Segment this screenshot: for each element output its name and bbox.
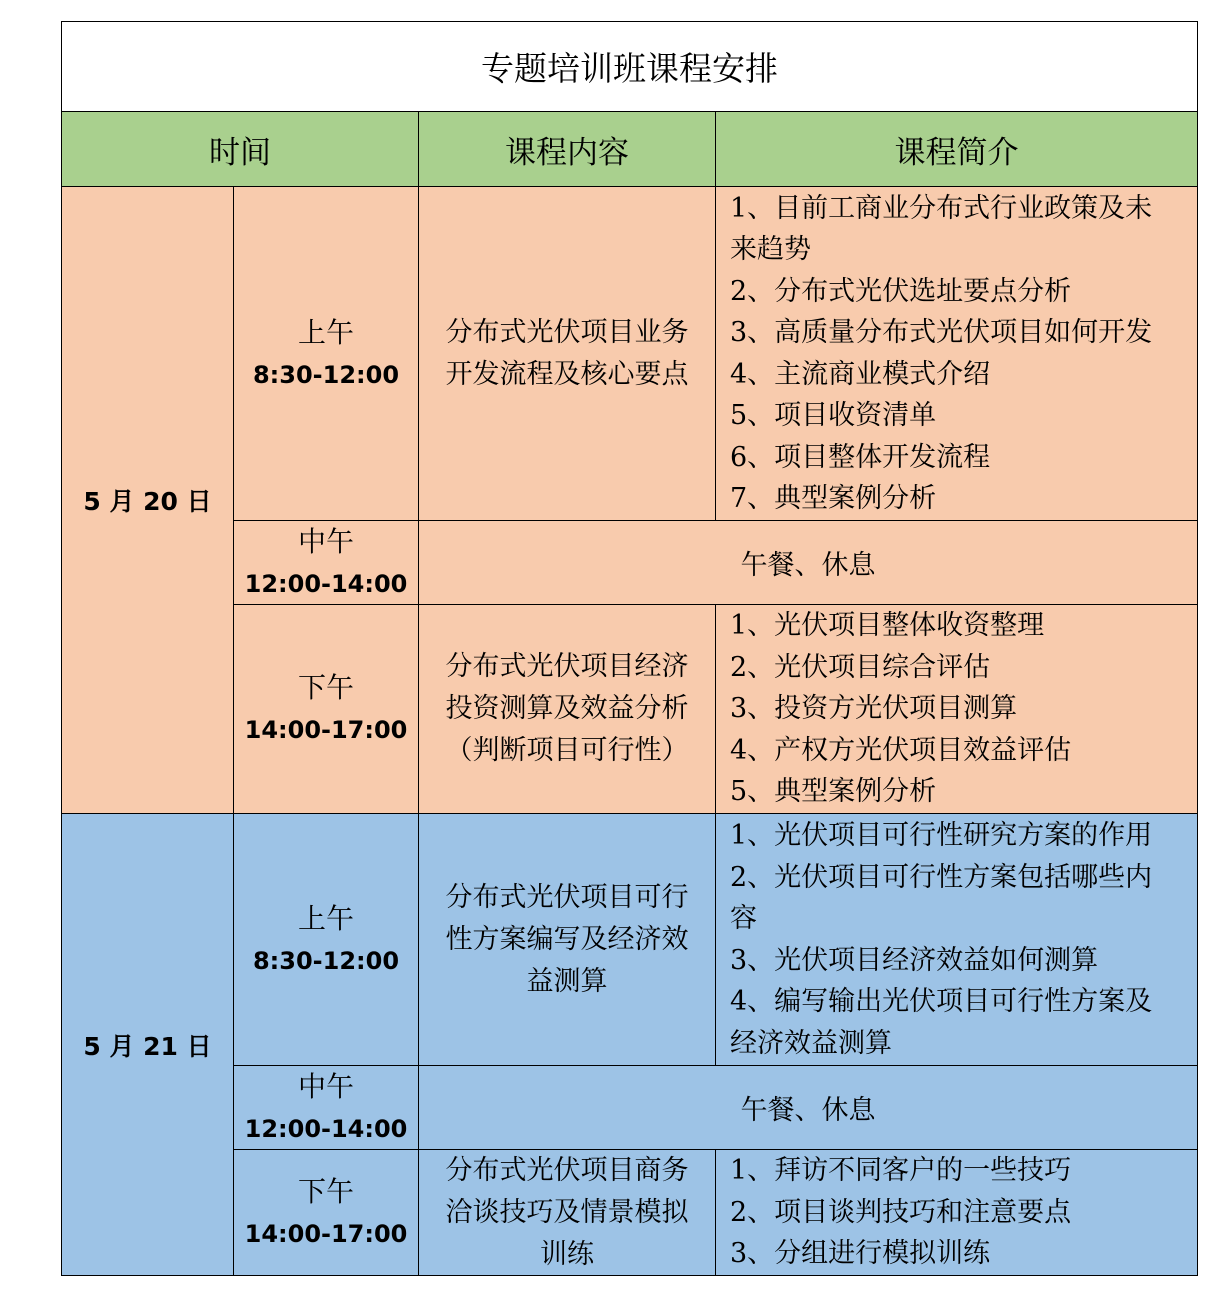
course-topic-cell bbox=[418, 186, 716, 521]
course-intro-line: 2、分布式光伏选址要点分析 bbox=[730, 275, 1072, 307]
course-intro-line: 1、光伏项目整体收资整理 bbox=[730, 610, 1045, 642]
slot-label: 下午 bbox=[297, 1174, 354, 1208]
slot-afternoon-cell bbox=[233, 1149, 419, 1276]
course-intro-line: 1、拜访不同客户的一些技巧 bbox=[730, 1155, 1072, 1187]
header-intro: 课程简介 bbox=[715, 111, 1198, 187]
slot-morning-cell bbox=[233, 813, 419, 1066]
course-intro-line: 4、编写输出光伏项目可行性方案及 bbox=[730, 986, 1153, 1017]
course-intro-line: 经济效益测算 bbox=[730, 1027, 892, 1059]
course-intro-cell bbox=[715, 1149, 1198, 1276]
course-intro-line: 3、高质量分布式光伏项目如何开发 bbox=[730, 317, 1153, 348]
course-topic-line: 训练 bbox=[540, 1238, 594, 1270]
header-time: 时间 bbox=[61, 111, 419, 187]
lunch-break-cell: 午餐、休息 bbox=[418, 1065, 1198, 1150]
course-intro-cell bbox=[715, 604, 1198, 814]
course-intro-cell bbox=[715, 186, 1198, 521]
slot-time: 8:30-12:00 bbox=[252, 360, 400, 389]
slot-morning-cell bbox=[233, 186, 419, 521]
course-intro-line: 容 bbox=[730, 903, 757, 934]
course-topic-line: 益测算 bbox=[526, 965, 608, 997]
course-intro-line: 2、光伏项目综合评估 bbox=[730, 651, 991, 683]
slot-label: 上午 bbox=[297, 315, 354, 349]
slot-label: 中午 bbox=[297, 1069, 354, 1103]
slot-afternoon-cell bbox=[233, 604, 419, 814]
course-topic-cell bbox=[418, 813, 716, 1066]
slot-time: 8:30-12:00 bbox=[252, 946, 400, 975]
course-topic-line: 洽谈技巧及情景模拟 bbox=[445, 1196, 689, 1228]
course-topic-line: 分布式光伏项目经济 bbox=[445, 651, 689, 682]
slot-time: 14:00-17:00 bbox=[244, 716, 408, 744]
header-content: 课程内容 bbox=[418, 111, 716, 187]
course-topic-line: 开发流程及核心要点 bbox=[445, 358, 689, 390]
slot-noon-cell bbox=[233, 520, 419, 605]
course-intro-line: 4、主流商业模式介绍 bbox=[730, 358, 991, 390]
slot-label: 中午 bbox=[297, 524, 354, 558]
date-cell: 5 月 20 日 bbox=[61, 186, 234, 814]
course-intro-line: 6、项目整体开发流程 bbox=[730, 441, 991, 473]
lunch-break-cell: 午餐、休息 bbox=[418, 520, 1198, 605]
course-intro-line: 5、典型案例分析 bbox=[730, 776, 937, 808]
table-title: 专题培训班课程安排 bbox=[61, 21, 1198, 112]
course-intro-cell bbox=[715, 813, 1198, 1066]
course-intro-line: 4、产权方光伏项目效益评估 bbox=[730, 734, 1072, 766]
slot-time: 14:00-17:00 bbox=[244, 1219, 408, 1248]
course-intro-line: 1、光伏项目可行性研究方案的作用 bbox=[730, 820, 1153, 851]
slot-noon-cell bbox=[233, 1065, 419, 1150]
course-topic-line: （判断项目可行性） bbox=[445, 735, 689, 766]
slot-label: 下午 bbox=[297, 671, 354, 704]
course-intro-line: 2、项目谈判技巧和注意要点 bbox=[730, 1196, 1072, 1228]
course-intro-line: 5、项目收资清单 bbox=[730, 400, 937, 431]
course-topic-line: 分布式光伏项目商务 bbox=[445, 1154, 689, 1186]
date-cell: 5 月 21 日 bbox=[61, 813, 234, 1276]
course-topic-line: 分布式光伏项目业务 bbox=[445, 316, 689, 348]
course-topic-line: 分布式光伏项目可行 bbox=[445, 881, 689, 913]
course-intro-line: 3、分组进行模拟训练 bbox=[730, 1238, 991, 1270]
course-intro-line: 3、投资方光伏项目测算 bbox=[730, 693, 1018, 725]
course-intro-line: 7、典型案例分析 bbox=[730, 483, 937, 514]
slot-time: 12:00-14:00 bbox=[244, 569, 408, 598]
course-topic-line: 性方案编写及经济效 bbox=[445, 923, 689, 955]
course-topic-cell bbox=[418, 604, 716, 814]
slot-time: 12:00-14:00 bbox=[244, 1114, 408, 1143]
course-intro-line: 2、光伏项目可行性方案包括哪些内 bbox=[730, 861, 1153, 893]
course-intro-line: 来趋势 bbox=[730, 234, 811, 265]
course-topic-line: 投资测算及效益分析 bbox=[445, 693, 689, 724]
slot-label: 上午 bbox=[297, 901, 354, 935]
course-intro-line: 3、光伏项目经济效益如何测算 bbox=[730, 944, 1099, 976]
course-topic-cell bbox=[418, 1149, 716, 1276]
course-intro-line: 1、目前工商业分布式行业政策及未 bbox=[730, 192, 1153, 224]
